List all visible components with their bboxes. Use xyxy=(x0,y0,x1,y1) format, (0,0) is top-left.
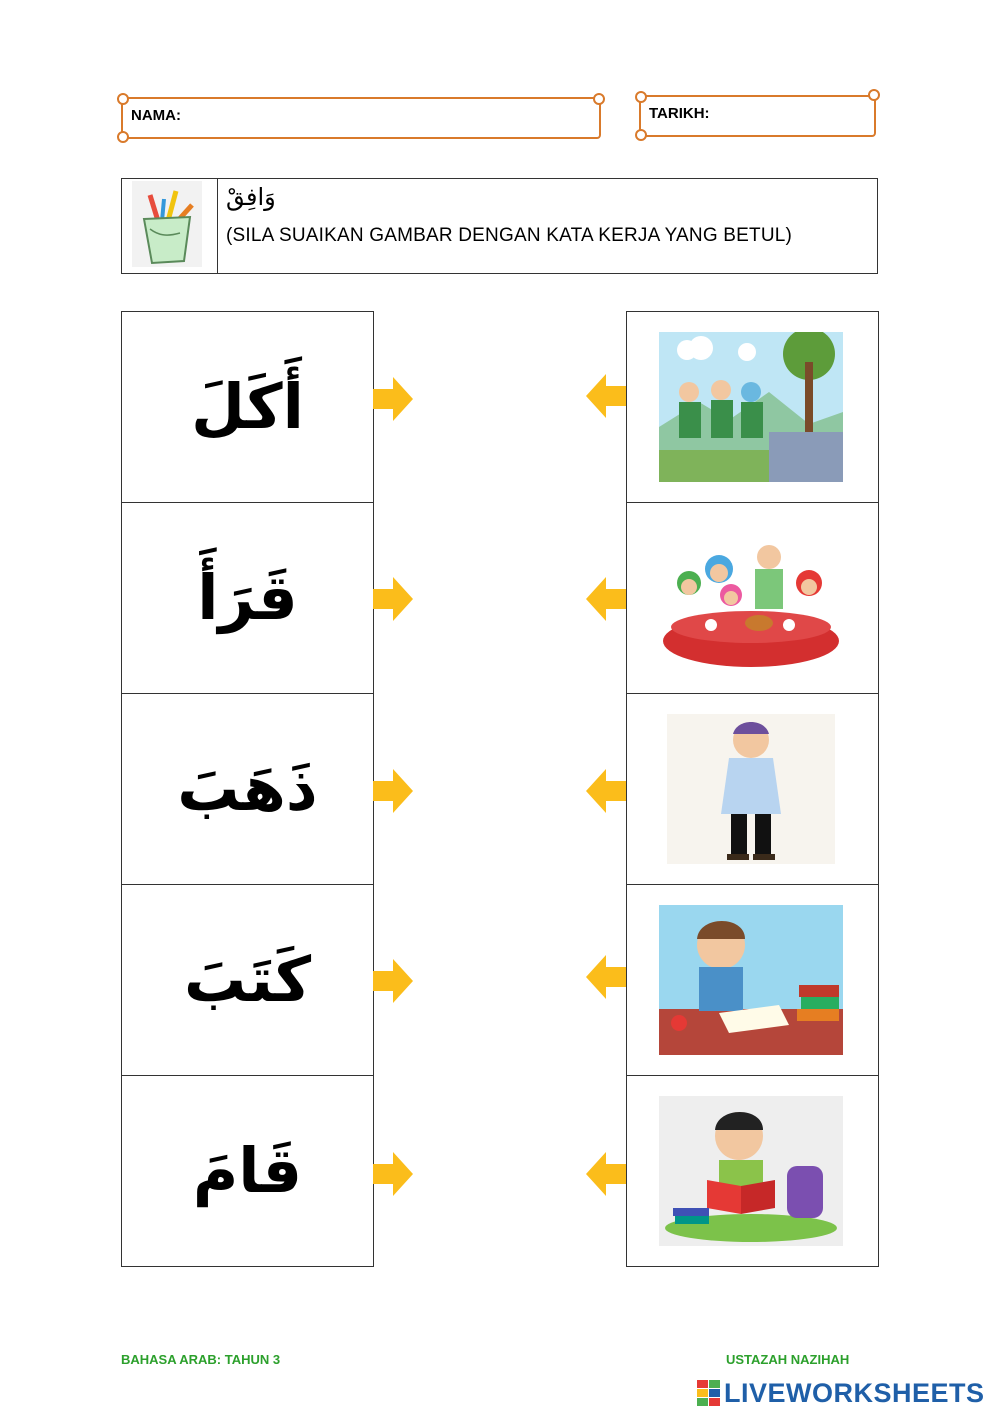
word-arabic: قَامَ xyxy=(192,1134,303,1207)
picture-card[interactable] xyxy=(626,884,879,1076)
instruction-box xyxy=(121,178,878,274)
boy-reading-book-illustration xyxy=(659,1096,843,1246)
brand-name: LIVEWORKSHEETS xyxy=(724,1377,985,1408)
word-card[interactable] xyxy=(121,693,374,885)
picture-card[interactable] xyxy=(626,502,879,694)
family-praying-before-meal-illustration xyxy=(659,523,843,673)
instruction-icon-cell xyxy=(122,179,218,273)
footer-subject: BAHASA ARAB: TAHUN 3 xyxy=(121,1352,281,1367)
name-label: NAMA: xyxy=(131,107,181,124)
children-walking-to-school-illustration xyxy=(659,332,843,482)
word-arabic: أَكَلَ xyxy=(191,370,304,443)
word-card[interactable] xyxy=(121,502,374,694)
instruction-title-arabic: وَافِقْ xyxy=(226,183,276,211)
word-card[interactable] xyxy=(121,311,374,503)
arrow-left-icon[interactable] xyxy=(586,767,626,815)
arrow-right-icon[interactable] xyxy=(373,575,413,623)
arrow-left-icon[interactable] xyxy=(586,953,626,1001)
picture-card[interactable] xyxy=(626,311,879,503)
arrow-right-icon[interactable] xyxy=(373,767,413,815)
instruction-text: (SILA SUAIKAN GAMBAR DENGAN KATA KERJA YANG BETUL) xyxy=(226,225,793,246)
boy-standing-illustration xyxy=(659,714,843,864)
date-field[interactable] xyxy=(639,95,876,137)
date-label: TARIKH: xyxy=(649,105,710,122)
arrow-right-icon[interactable] xyxy=(373,957,413,1005)
picture-card[interactable] xyxy=(626,693,879,885)
pencil-cup-icon xyxy=(132,181,202,267)
word-arabic: ذَهَبَ xyxy=(177,752,318,825)
brand[interactable] xyxy=(697,1377,985,1409)
picture-card[interactable] xyxy=(626,1075,879,1267)
arrow-left-icon[interactable] xyxy=(586,575,626,623)
arrow-left-icon[interactable] xyxy=(586,372,626,420)
arrow-left-icon[interactable] xyxy=(586,1150,626,1198)
liveworksheets-logo-icon xyxy=(697,1380,721,1406)
word-card[interactable] xyxy=(121,1075,374,1267)
arrow-right-icon[interactable] xyxy=(373,375,413,423)
arrow-right-icon[interactable] xyxy=(373,1150,413,1198)
word-arabic: كَتَبَ xyxy=(184,943,311,1016)
name-field[interactable] xyxy=(121,97,601,139)
word-arabic: قَرَأَ xyxy=(197,561,298,634)
word-card[interactable] xyxy=(121,884,374,1076)
boy-writing-at-desk-illustration xyxy=(659,905,843,1055)
footer-author: USTAZAH NAZIHAH xyxy=(726,1352,850,1367)
